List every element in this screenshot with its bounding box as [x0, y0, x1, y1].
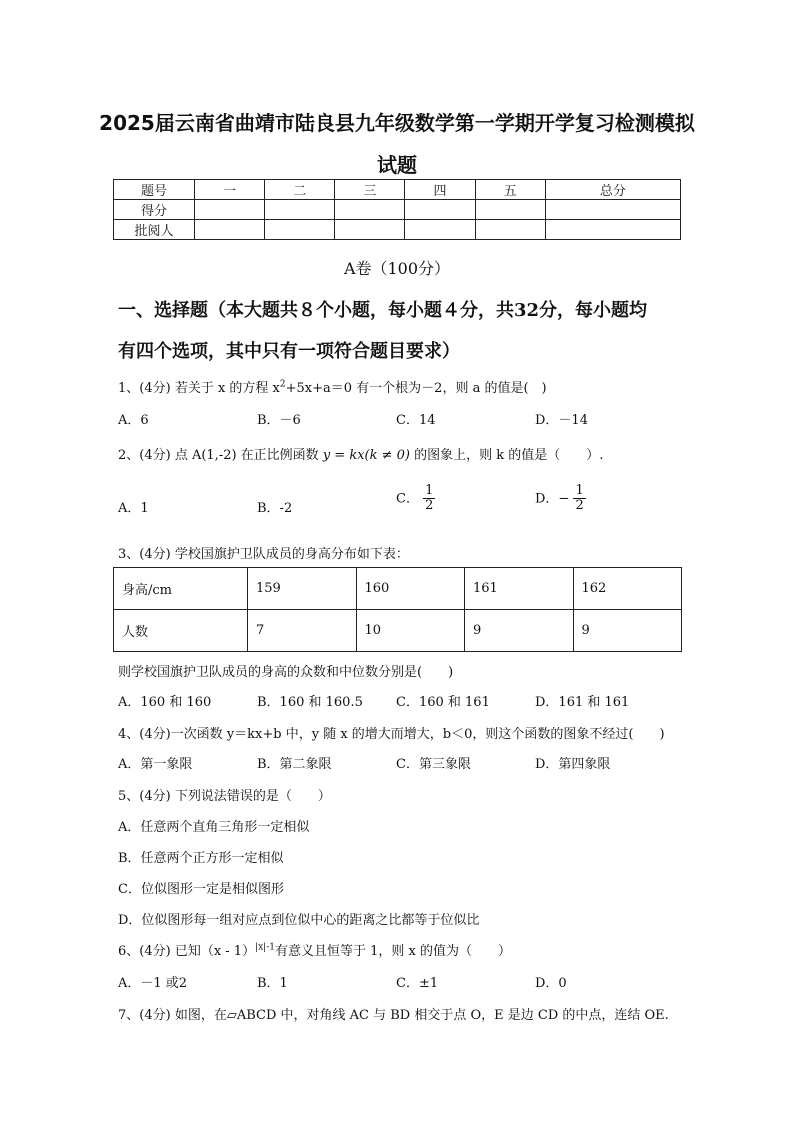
q2-option-c[interactable] — [396, 484, 435, 514]
question-2 — [118, 444, 603, 463]
height-cell: 身高/cm — [114, 568, 248, 610]
question-1 — [118, 377, 547, 396]
q1-option-a[interactable]: A．6 — [118, 413, 149, 428]
question-1-pre: 1、(4分) 若关于 x 的方程 x — [118, 381, 280, 396]
height-cell: 161 — [465, 568, 574, 610]
question-5: 5、(4分) 下列说法错误的是（ ） — [118, 789, 331, 804]
section-heading-line2: 有四个选项，其中只有一项符合题目要求） — [118, 341, 460, 362]
score-row-label: 得分 — [114, 200, 195, 220]
score-cell[interactable] — [405, 200, 475, 220]
score-cell[interactable] — [405, 220, 475, 240]
height-cell: 162 — [573, 568, 682, 610]
score-cell[interactable] — [195, 220, 265, 240]
q2-option-d[interactable] — [535, 484, 586, 514]
question-3: 3、(4分) 学校国旗护卫队成员的身高分布如下表： — [118, 547, 409, 562]
fraction-numerator: 1 — [575, 483, 584, 498]
fraction-numerator: 1 — [425, 483, 434, 498]
page-title-line2: 试题 — [377, 153, 417, 177]
question-6-sup: |x|-1 — [255, 942, 275, 953]
score-row-label: 批阅人 — [114, 220, 195, 240]
count-cell: 10 — [356, 610, 465, 652]
height-row — [114, 568, 682, 610]
count-cell: 人数 — [114, 610, 248, 652]
q4-option-b[interactable]: B．第二象限 — [257, 757, 332, 772]
q5-option-a[interactable]: A．任意两个直角三角形一定相似 — [118, 820, 310, 835]
q1-option-c[interactable]: C．14 — [396, 413, 436, 428]
q5-option-d[interactable]: D．位似图形每一组对应点到位似中心的距离之比都等于位似比 — [118, 913, 480, 928]
question-2-post: 的图象上，则 k 的值是（ ）. — [410, 448, 604, 463]
score-cell[interactable] — [475, 200, 545, 220]
count-cell: 7 — [248, 610, 357, 652]
q3-option-b[interactable]: B．160 和 160.5 — [257, 695, 363, 710]
q3-option-c[interactable]: C．160 和 161 — [396, 695, 490, 710]
fraction-denominator: 2 — [425, 498, 434, 514]
question-2-pre: 2、(4分) 点 A(1,-2) 在正比例函数 — [118, 448, 323, 463]
height-cell: 159 — [248, 568, 357, 610]
score-header-cell: 四 — [405, 180, 475, 200]
question-6 — [118, 940, 511, 959]
score-table-row — [114, 220, 681, 240]
q2-option-c-label: C． — [396, 491, 419, 507]
score-cell[interactable] — [265, 220, 335, 240]
fraction-denominator: 2 — [575, 498, 584, 514]
score-header-cell: 一 — [195, 180, 265, 200]
q5-option-b[interactable]: B．任意两个正方形一定相似 — [118, 851, 284, 866]
page-title-line1: 2025届云南省曲靖市陆良县九年级数学第一学期开学复习检测模拟 — [99, 111, 695, 135]
q1-option-d[interactable]: D．－14 — [535, 413, 588, 428]
score-cell[interactable] — [335, 200, 405, 220]
question-2-formula: y = kx(k ≠ 0) — [322, 448, 410, 463]
q4-option-d[interactable]: D．第四象限 — [535, 757, 611, 772]
question-6-pre: 6、(4分) 已知（x - 1） — [118, 944, 256, 959]
count-row — [114, 610, 682, 652]
q4-option-c[interactable]: C．第三象限 — [396, 757, 471, 772]
q3-option-a[interactable]: A．160 和 160 — [118, 695, 212, 710]
q5-option-c[interactable]: C．位似图形一定是相似图形 — [118, 882, 284, 897]
q6-option-a[interactable]: A．－1 或2 — [118, 976, 188, 991]
score-header-cell: 五 — [475, 180, 545, 200]
q6-option-b[interactable]: B．1 — [257, 976, 288, 991]
count-cell: 9 — [573, 610, 682, 652]
q6-option-d[interactable]: D．0 — [535, 976, 567, 991]
question-4: 4、(4分)一次函数 y＝kx+b 中，y 随 x 的增大而增大，b＜0，则这个函数的图象不经过( ) — [118, 727, 665, 742]
score-header-cell: 题号 — [114, 180, 195, 200]
score-table — [113, 179, 681, 240]
score-table-row — [114, 200, 681, 220]
question-3-prompt: 则学校国旗护卫队成员的身高的众数和中位数分别是( ) — [118, 665, 454, 680]
score-cell[interactable] — [475, 220, 545, 240]
question-1-post: +5x+a＝0 有一个根为－2，则 a 的值是( ) — [285, 381, 547, 396]
score-header-cell: 总分 — [545, 180, 680, 200]
q2-option-d-label: D．− — [535, 491, 570, 507]
score-cell[interactable] — [195, 200, 265, 220]
q2-option-b[interactable]: B．-2 — [257, 501, 293, 516]
q3-option-d[interactable]: D．161 和 161 — [535, 695, 630, 710]
score-header-cell: 三 — [335, 180, 405, 200]
question-1-sup: 2 — [279, 379, 286, 390]
fraction-one-half — [423, 484, 435, 514]
score-header-cell: 二 — [265, 180, 335, 200]
count-cell: 9 — [465, 610, 574, 652]
score-cell[interactable] — [335, 220, 405, 240]
q1-option-b[interactable]: B．－6 — [257, 413, 301, 428]
question-7: 7、(4分) 如图，在▱ABCD 中，对角线 AC 与 BD 相交于点 O，E 是边 CD 的中点，连结 OE. — [118, 1008, 669, 1023]
q6-option-c[interactable]: C．±1 — [396, 976, 439, 991]
score-cell[interactable] — [265, 200, 335, 220]
score-cell[interactable] — [545, 200, 680, 220]
score-cell[interactable] — [545, 220, 680, 240]
q2-option-a[interactable]: A．1 — [118, 501, 149, 516]
height-distribution-table — [113, 567, 682, 652]
fraction-one-half — [573, 484, 585, 514]
score-table-header-row — [114, 180, 681, 200]
section-heading-line1: 一、选择题（本大题共８个小题，每小题４分，共32分，每小题均 — [118, 300, 648, 321]
question-6-post: 有意义且恒等于 1，则 x 的值为（ ） — [275, 944, 511, 959]
juan-title: A卷（100分） — [343, 259, 451, 278]
q4-option-a[interactable]: A．第一象限 — [118, 757, 193, 772]
height-cell: 160 — [356, 568, 465, 610]
